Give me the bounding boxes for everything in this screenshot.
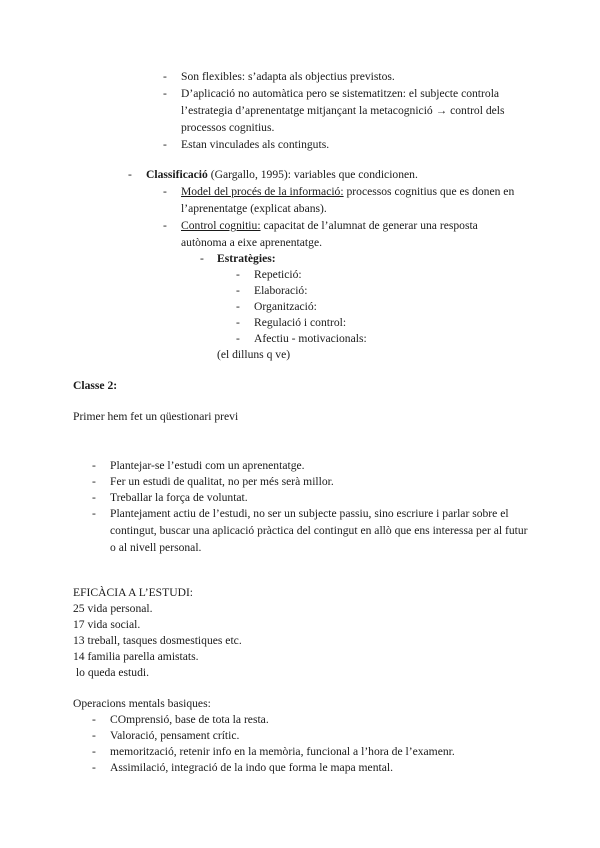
eficacia-line: lo queda estudi. <box>73 666 149 679</box>
item-text: capacitat de l’alumnat de generar una resposta autònoma a eixe aprenentatge. <box>181 219 478 249</box>
bullet-dash: - <box>92 761 96 774</box>
item-text: processos cognitius que es donen en l’aprenentatge (explicat abans). <box>181 185 515 215</box>
eficacia-line: 13 treball, tasques dosmestiques etc. <box>73 634 242 647</box>
bullet-dash: - <box>236 284 240 297</box>
list-item: Fer un estudi de qualitat, no per més serà millor. <box>110 475 334 488</box>
list-item: D’aplicació no automàtica pero se sistematitzen: el subjecte controla l’estrategia d’aprenentatge mitjançant la metacognició → control dels processos cognitius. <box>181 87 505 134</box>
list-item: Plantejament actiu de l’estudi, no ser un subjecte passiu, sino escriure i parlar sobre el contingut, buscar una aplicació pràctica del contingut en allò que ens interessa per al futur o al nivell personal. <box>110 507 528 554</box>
bullet-dash: - <box>236 268 240 281</box>
list-item: Assimilació, integració de la indo que forma le mapa mental. <box>110 761 393 774</box>
list-item: Treballar la força de voluntat. <box>110 491 248 504</box>
list-item: memorització, retenir info en la memòria, funcional a l’hora de l’examenr. <box>110 745 455 758</box>
bullet-dash: - <box>92 713 96 726</box>
item-label: Model del procés de la informació: <box>181 185 344 198</box>
bullet-dash: - <box>92 475 96 488</box>
intro-text: Primer hem fet un qüestionari previ <box>73 410 239 423</box>
classificacio-line <box>146 166 526 183</box>
eficacia-line: 25 vida personal. <box>73 602 153 615</box>
list-item: Plantejar-se l’estudi com un aprenentatge. <box>110 459 305 472</box>
bullet-dash: - <box>163 70 167 83</box>
section-heading: EFICÀCIA A L’ESTUDI: <box>73 586 194 599</box>
bullet-dash: - <box>163 219 167 232</box>
bullet-dash: - <box>92 729 96 742</box>
bullet-dash: - <box>236 332 240 345</box>
eficacia-line: 14 familia parella amistats. <box>73 650 199 663</box>
bullet-dash: - <box>200 252 204 265</box>
bullet-dash: - <box>163 185 167 198</box>
note: (el dilluns q ve) <box>217 348 291 361</box>
bullet-dash: - <box>92 507 96 520</box>
item-label: Control cognitiu: <box>181 219 261 232</box>
list-item: Valoració, pensament crític. <box>110 729 240 742</box>
bullet-dash: - <box>92 491 96 504</box>
list-item <box>181 183 526 217</box>
list-item <box>181 217 526 251</box>
bullet-dash: - <box>128 168 132 181</box>
bullet-dash: - <box>236 300 240 313</box>
bullet-dash: - <box>163 138 167 151</box>
bullet-dash: - <box>92 459 96 472</box>
estrategia-item: Elaboració: <box>254 284 308 297</box>
bullet-dash: - <box>236 316 240 329</box>
section-heading: Classe 2: <box>73 379 118 392</box>
list-item: Estan vinculades als continguts. <box>181 138 330 151</box>
estrategia-item: Regulació i control: <box>254 316 347 329</box>
classificacio-text: (Gargallo, 1995): variables que condicionen. <box>207 168 418 181</box>
estrategies-label: Estratègies: <box>217 252 276 265</box>
list-item: COmprensió, base de tota la resta. <box>110 713 269 726</box>
estrategia-item: Repetició: <box>254 268 302 281</box>
eficacia-line: 17 vida social. <box>73 618 141 631</box>
classificacio-label: Classificació <box>146 168 208 181</box>
section-heading: Operacions mentals basiques: <box>73 697 211 710</box>
bullet-dash: - <box>92 745 96 758</box>
bullet-dash: - <box>163 87 167 100</box>
estrategia-item: Organització: <box>254 300 317 313</box>
estrategia-item: Afectiu - motivacionals: <box>254 332 367 345</box>
list-item: Son flexibles: s’adapta als objectius previstos. <box>181 70 395 83</box>
